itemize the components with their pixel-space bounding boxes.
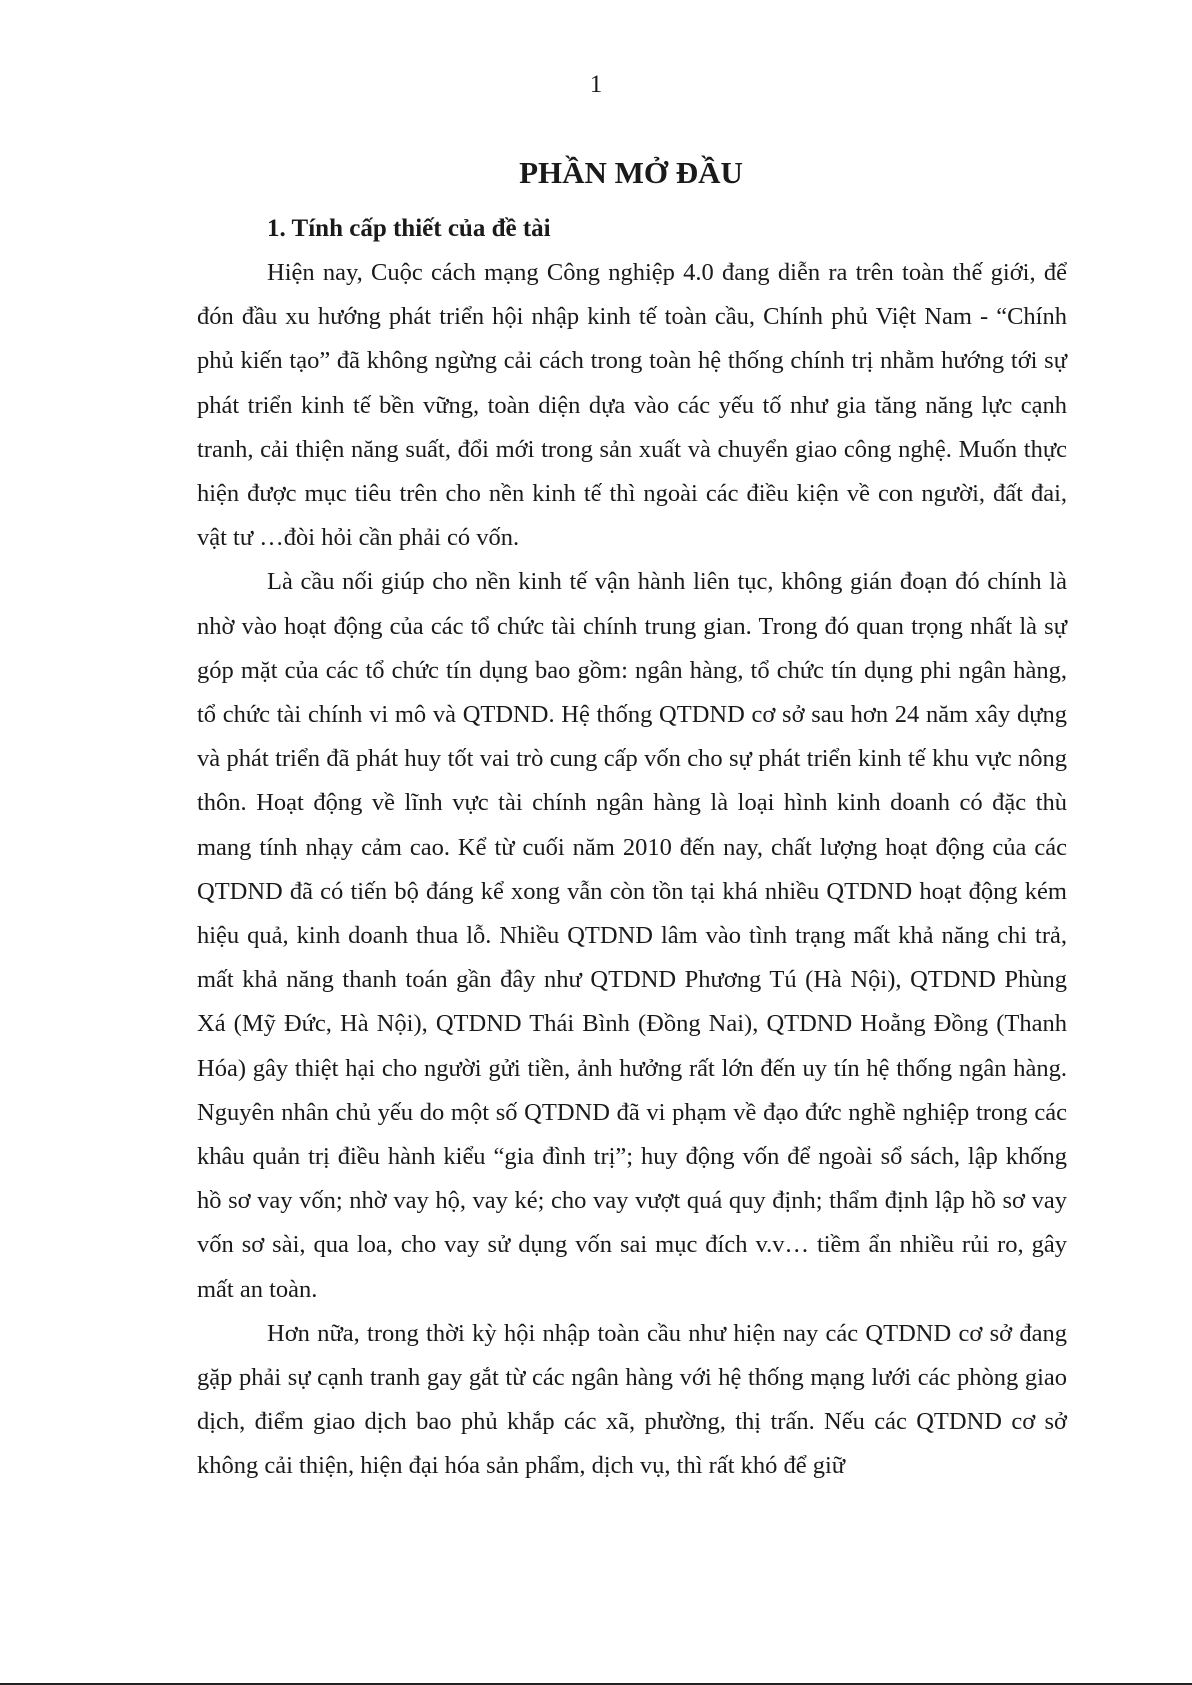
paragraph: Là cầu nối giúp cho nền kinh tế vận hành liên tục, không gián đoạn đó chính là nhờ vào hoạt động của các tổ chức tài chính trung gian. Trong đó quan trọng nhất là sự góp mặt của các tổ chức tín dụng bao gồm: ngân hàng, tổ chức tín dụng phi ngân hàng, tổ chức tài chính vi mô và QTDND. Hệ thống QTDND cơ sở sau hơn 24 năm xây dựng và phát triển đã phát huy tốt vai trò cung cấp vốn cho sự phát triển kinh tế khu vực nông thôn. Hoạt động về lĩnh vực tài chính ngân hàng là loại hình kinh doanh có đặc thù mang tính nhạy cảm cao. Kể từ cuối năm 2010 đến nay, chất lượng hoạt động của các QTDND đã có tiến bộ đáng kể xong vẫn còn tồn tại khá nhiều QTDND hoạt động kém hiệu quả, kinh doanh thua lỗ. Nhiều QTDND lâm vào tình trạng mất khả năng chi trả, mất khả năng thanh toán gần đây như QTDND Phương Tú (Hà Nội), QTDND Phùng Xá (Mỹ Đức, Hà Nội), QTDND Thái Bình (Đồng Nai), QTDND Hoằng Đồng (Thanh Hóa) gây thiệt hại cho người gửi tiền, ảnh hưởng rất lớn đến uy tín hệ thống ngân hàng. Nguyên nhân chủ yếu do một số QTDND đã vi phạm về đạo đức nghề nghiệp trong các khâu quản trị điều hành kiểu “gia đình trị”; huy động vốn để ngoài sổ sách, lập khống hồ sơ vay vốn; nhờ vay hộ, vay ké; cho vay vượt quá quy định; thẩm định lập hồ sơ vay vốn sơ sài, qua loa, cho vay sử dụng vốn sai mục đích v.v… tiềm ẩn nhiều rủi ro, gây mất an toàn.: [197, 568, 1067, 1303]
paragraph: Hơn nữa, trong thời kỳ hội nhập toàn cầu như hiện nay các QTDND cơ sở đang gặp phải sự cạnh tranh gay gắt từ các ngân hàng với hệ thống mạng lưới các phòng giao dịch, điểm giao dịch bao phủ khắp các xã, phường, thị trấn. Nếu các QTDND cơ sở không cải thiện, hiện đại hóa sản phẩm, dịch vụ, thì rất khó để giữ: [197, 1319, 1067, 1480]
section-body: [197, 207, 1067, 1489]
document-title: PHẦN MỞ ĐẦU: [519, 155, 743, 190]
paragraph: Hiện nay, Cuộc cách mạng Công nghiệp 4.0 đang diễn ra trên toàn thế giới, để đón đầu xu hướng phát triển hội nhập kinh tế toàn cầu, Chính phủ Việt Nam - “Chính phủ kiến tạo” đã không ngừng cải cách trong toàn hệ thống chính trị nhằm hướng tới sự phát triển kinh tế bền vững, toàn diện dựa vào các yếu tố như gia tăng năng lực cạnh tranh, cải thiện năng suất, đổi mới trong sản xuất và chuyển giao công nghệ. Muốn thực hiện được mục tiêu trên cho nền kinh tế thì ngoài các điều kiện về con người, đất đai, vật tư …đòi hỏi cần phải có vốn.: [197, 259, 1067, 552]
section-heading: 1. Tính cấp thiết của đề tài: [267, 215, 551, 242]
page-number: 1: [589, 71, 603, 98]
